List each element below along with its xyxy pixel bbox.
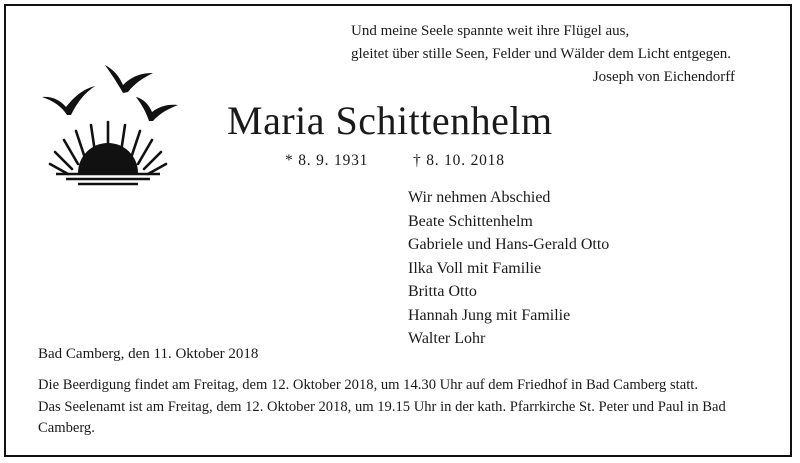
birth-date: * 8. 9. 1931 [285,152,369,169]
quote-line-2: gleitet über stille Seen, Felder und Wälder dem Licht entgegen. [351,46,732,62]
list-item: Hannah Jung mit Familie [408,306,571,324]
place-and-date: Bad Camberg, den 11. Oktober 2018 [38,346,259,362]
quote-author: Joseph von Eichendorff [592,69,736,85]
funeral-notice: Die Beerdigung findet am Freitag, dem 12. Oktober 2018, um 14.30 Uhr auf dem Friedhof in Bad Camberg statt. [38,377,698,393]
death-date: † 8. 10. 2018 [413,152,505,169]
list-item: Beate Schittenhelm [408,212,533,230]
list-item: Wir nehmen Abschied [408,189,551,206]
sunset-with-birds-icon [38,60,178,188]
service-notice [38,375,778,440]
requiem-notice: Das Seelenamt ist am Freitag, dem 12. Oktober 2018, um 19.15 Uhr in der kath. Pfarrkirche St. Peter und Paul in Bad Camberg. [38,398,726,436]
list-item: Britta Otto [408,283,477,300]
list-item: Walter Lohr [408,330,486,347]
quote-line-1: Und meine Seele spannte weit ihre Flügel aus, [351,23,630,39]
list-item: Ilka Voll mit Familie [408,259,542,277]
deceased-name: Maria Schittenhelm [227,98,553,143]
list-item: Gabriele und Hans-Gerald Otto [408,236,610,253]
poem-quote [351,20,736,89]
mourners-list [408,186,609,351]
